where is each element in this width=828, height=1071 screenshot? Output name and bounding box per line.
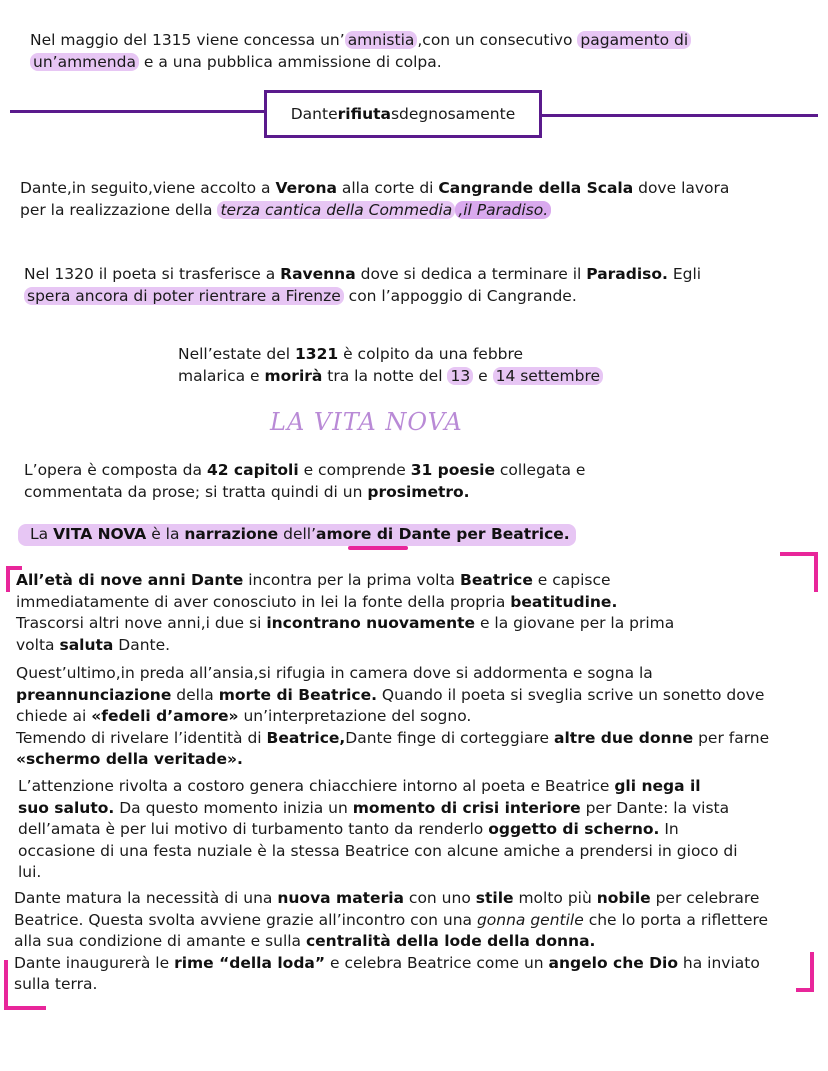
text: 42 capitoli [206,461,299,479]
text: momento di crisi interiore [352,798,581,817]
rifiuta-box [264,90,542,138]
text: dell’ [278,525,317,543]
text: sdegnosamente [390,105,516,123]
highlight-terza-cantica: terza cantica della Commedia [217,201,455,219]
text: lui. [18,863,42,881]
text: Beatrice [460,571,533,589]
text: Quest’ultimo,in preda all’ansia,si rifugia in camera dove si addormenta e sogna la [16,664,653,682]
text: Dante inaugurerà le [14,953,175,972]
text: con l’appoggio di Cangrande. [343,286,577,305]
text: per Dante: la vista [580,798,730,817]
text: volta [16,635,60,654]
text: un’interpretazione del sogno. [238,707,472,725]
text: occasione di una festa nuziale è la stessa Beatrice con alcune amiche a prendersi in gioco di [18,841,738,860]
paragraph-amnistia [30,30,691,73]
text: dove si dedica a terminare il [355,265,587,283]
divider-right [542,114,818,117]
text: Nel 1320 il poeta si trasferisce a [24,265,281,283]
text: oggetto di scherno. [488,820,660,838]
text: altre due donne [554,728,694,747]
text: Paradiso. [586,265,668,283]
text: preannunciazione [16,685,172,704]
highlight-ammenda: un’ammenda [30,53,139,71]
text: alla corte di [336,179,439,197]
text: narrazione [184,525,279,543]
text: L’opera è composta da [24,461,207,479]
text: commentata da prose; si tratta quindi di un [24,482,368,501]
text: Beatrice, [266,728,346,747]
text: gonna gentile [476,910,584,929]
text: angelo che Dio [548,953,678,972]
text: Nell’estate del [178,345,296,363]
text: gli nega il [614,777,701,795]
paragraph-sogno [16,663,769,771]
text: dell’amata è per lui motivo di turbamento tanto da renderlo [18,820,489,838]
text: e capisce [532,571,611,589]
text: ,con un consecutivo [417,31,578,49]
text: In [659,820,679,838]
text: Dante [290,105,338,123]
paragraph-verona [20,178,729,221]
text: nuova materia [277,889,404,907]
text: stile [475,889,514,907]
text: suo saluto. [18,798,115,817]
text: Temendo di rivelare l’identità di [16,728,267,747]
text: per la realizzazione della [20,200,218,219]
text: Egli [667,265,702,283]
text: chiede ai [16,707,92,725]
highlight-pagamento: pagamento di [577,31,691,49]
bracket-bottom-right [796,952,814,992]
text: morirà [264,366,323,385]
highlight-firenze: spera ancora di poter rientrare a Firenze [24,287,344,305]
text: per farne [693,728,770,747]
text: tra la notte del [322,366,448,385]
text: Cangrande della Scala [438,179,634,197]
text: e celebra Beatrice come un [325,953,549,972]
paragraph-1321 [178,344,603,387]
text: ha inviato [677,953,760,972]
text: dove lavora [633,179,730,197]
text: prosimetro. [367,482,470,501]
text: Beatrice. Questa svolta avviene grazie all’incontro con una [14,910,477,929]
text: saluta [59,635,114,654]
text: molto più [513,889,597,907]
paragraph-nuova-materia [14,888,768,996]
text: Dante. [113,635,171,654]
text: Verona [275,179,337,197]
text: centralità della lode della donna. [305,932,596,950]
bracket-top-right [780,552,818,592]
text: malarica e [178,366,265,385]
text: è colpito da una febbre [338,345,524,363]
text: «schermo della veritade». [16,750,243,768]
text: che lo porta a riflettere [583,910,769,929]
text: incontra per la prima volta [243,571,460,589]
text: e [473,366,493,385]
text: rifiuta [337,105,391,123]
text: 31 poesie [410,461,495,479]
text: nobile [596,889,651,907]
text: e a una pubblica ammissione di colpa. [138,52,442,71]
text: morte di Beatrice. [218,685,377,704]
highlight-paradiso: ,il Paradiso. [455,201,551,219]
text: è la [146,525,185,543]
highlight-amnistia: amnistia [345,31,418,49]
text: All’età di nove anni Dante [16,571,244,589]
text: Da questo momento inizia un [114,798,353,817]
text: sulla terra. [14,975,98,993]
highlight-14-settembre: 14 settembre [493,367,603,385]
paragraph-struttura [24,460,585,503]
text: immediatamente di aver conosciuto in lei la fonte della propria [16,592,511,611]
text: L’attenzione rivolta a costoro genera chiacchiere intorno al poeta e Beatrice [18,777,615,795]
text: amore di Dante per Beatrice. [316,525,570,543]
text: Dante,in seguito,viene accolto a [20,179,276,197]
text: beatitudine. [510,592,618,611]
paragraph-ravenna [24,264,701,307]
text: Dante matura la necessità di una [14,889,278,907]
text: rime “della loda” [174,953,326,972]
text: collegata e [494,461,586,479]
text: 1321 [295,345,339,363]
text: «fedeli d’amore» [91,707,239,725]
text: Nel maggio del 1315 viene concessa un’ [30,31,345,49]
highlight-13: 13 [447,367,473,385]
paragraph-vita-nova [18,524,576,546]
text: e comprende [298,461,411,479]
text: Ravenna [280,265,356,283]
text: alla sua condizione di amante e sulla [14,932,306,950]
text: con uno [404,889,476,907]
divider-left [10,110,265,113]
text: VITA NOVA [53,525,147,543]
text: Dante finge di corteggiare [345,728,555,747]
text: e la giovane per la prima [475,614,675,632]
pink-underline-mark [348,546,408,550]
text: della [171,685,219,704]
paragraph-crisi [18,776,738,884]
text: per celebrare [650,889,760,907]
text: La [30,525,54,543]
text: Quando il poeta si sveglia scrive un sonetto dove [377,685,765,704]
text: incontrano nuovamente [266,614,476,632]
text: Trascorsi altri nove anni,i due si [16,614,267,632]
paragraph-incontro [16,570,674,656]
section-title: LA VITA NOVA [270,408,463,436]
